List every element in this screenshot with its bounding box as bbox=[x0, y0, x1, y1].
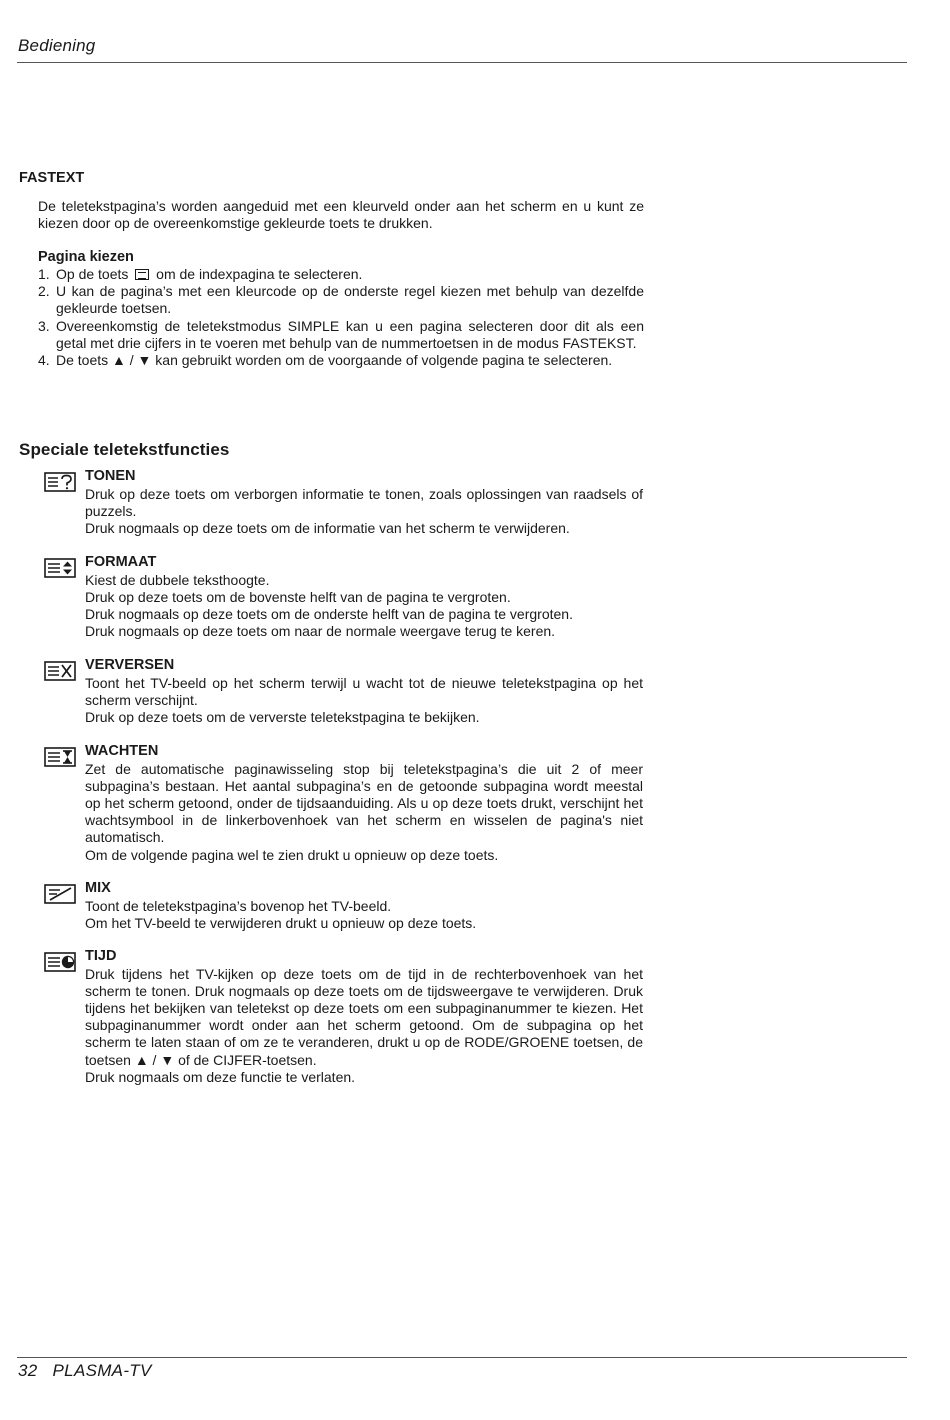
special-functions-heading: Speciale teletekstfuncties bbox=[19, 440, 230, 459]
pagina-kiezen-heading: Pagina kiezen bbox=[38, 249, 134, 265]
list-item bbox=[38, 283, 644, 317]
feature-title: VERVERSEN bbox=[85, 657, 175, 673]
feature-text: Toont het TV-beeld op het scherm terwijl u wacht tot de nieuwe teletekstpagina op het scherm verschijnt. bbox=[85, 674, 643, 708]
list-item-number: 3. bbox=[38, 317, 50, 334]
page-header-title: Bediening bbox=[18, 36, 96, 55]
feature-text: Om de volgende pagina wel te zien drukt u opnieuw op deze toets. bbox=[85, 846, 499, 863]
feature-title: WACHTEN bbox=[85, 743, 159, 759]
feature-text: Druk op deze toets om de bovenste helft van de pagina te vergroten. bbox=[85, 588, 511, 605]
hold-icon bbox=[44, 747, 76, 767]
footer-product: PLASMA-TV bbox=[52, 1361, 152, 1380]
feature-title: FORMAAT bbox=[85, 554, 157, 570]
feature-title: MIX bbox=[85, 880, 111, 896]
fastext-heading: FASTEXT bbox=[19, 170, 85, 186]
feature-text: Zet de automatische paginawisseling stop bij teletekstpagina’s die uit 2 of meer subpagina’s bestaan. Het aantal subpagina’s en de getoonde subpagina wordt meestal op het scherm getoond, onder de tijdsaanduiding. Als u op deze toets drukt, verschijnt het wachtsymbool in de linkerbovenhoek van het scherm en wisselen de pagina's niet automatisch. bbox=[85, 760, 643, 846]
list-item bbox=[38, 318, 644, 352]
list-item bbox=[38, 352, 644, 369]
list-item-text-before: Op de toets bbox=[56, 266, 129, 282]
size-icon bbox=[44, 558, 76, 578]
feature-text: Druk tijdens het TV-kijken op deze toets om de tijd in de rechterbovenhoek van het scherm te tonen. Druk nogmaals op deze toets om de tijdsweergave te verwijderen. Druk tijdens het bekijken van teletekst op deze toets om een subpaginanummer te kiezen. Het subpaginanummer wordt onder aan het scherm getoond. Om de subpagina op het scherm te laten staan of om ze te veranderen, drukt u op de RODE/GROENE toetsen, de toetsen ▲ / ▼ of de CIJFER-toetsen. bbox=[85, 965, 643, 1068]
feature-text: Om het TV-beeld te verwijderen drukt u opnieuw op deze toets. bbox=[85, 914, 477, 931]
header-divider bbox=[17, 62, 907, 63]
list-item-text: De toets ▲ / ▼ kan gebruikt worden om de voorgaande of volgende pagina te selecteren. bbox=[56, 352, 613, 369]
pagina-kiezen-list bbox=[38, 266, 644, 369]
feature-text: Druk op deze toets om verborgen informatie te tonen, zoals oplossingen van raadsels of puzzels. bbox=[85, 485, 643, 519]
page-footer bbox=[18, 1361, 152, 1381]
update-icon bbox=[44, 661, 76, 681]
list-item-number: 4. bbox=[38, 352, 50, 369]
feature-text: Druk nogmaals op deze toets om de onderste helft van de pagina te vergroten. bbox=[85, 605, 573, 622]
list-item-number: 2. bbox=[38, 283, 50, 300]
fastext-intro: De teletekstpagina’s worden aangeduid met een kleurveld onder aan het scherm en u kunt ze kiezen door op de overeenkomstige gekleurde toets te drukken. bbox=[38, 198, 644, 232]
list-item-text: Overeenkomstig de teletekstmodus SIMPLE kan u een pagina selecteren door dit als een getal met drie cijfers in te voeren met behulp van de nummertoetsen in de modus FASTEKST. bbox=[56, 317, 644, 351]
feature-title: TONEN bbox=[85, 468, 136, 484]
feature-text: Druk nogmaals op deze toets om de informatie van het scherm te verwijderen. bbox=[85, 519, 570, 536]
index-key-icon bbox=[135, 269, 149, 280]
feature-text: Kiest de dubbele teksthoogte. bbox=[85, 571, 270, 588]
feature-text: Druk nogmaals op deze toets om naar de normale weergave terug te keren. bbox=[85, 623, 556, 640]
time-icon bbox=[44, 952, 76, 972]
footer-divider bbox=[17, 1357, 907, 1358]
page-number: 32 bbox=[18, 1361, 38, 1380]
list-item-text-after: om de indexpagina te selecteren. bbox=[156, 266, 363, 282]
list-item-text: U kan de pagina’s met een kleurcode op de onderste regel kiezen met behulp van dezelfde gekleurde toetsen. bbox=[56, 283, 644, 317]
mix-icon bbox=[44, 884, 76, 904]
list-item-number: 1. bbox=[38, 266, 50, 282]
feature-text: Druk op deze toets om de ververste teletekstpagina te bekijken. bbox=[85, 708, 480, 725]
list-item bbox=[38, 266, 644, 283]
feature-text: Druk nogmaals om deze functie te verlaten. bbox=[85, 1068, 356, 1085]
feature-text: Toont de teletekstpagina’s bovenop het TV-beeld. bbox=[85, 897, 392, 914]
reveal-icon bbox=[44, 472, 76, 492]
feature-title: TIJD bbox=[85, 948, 117, 964]
